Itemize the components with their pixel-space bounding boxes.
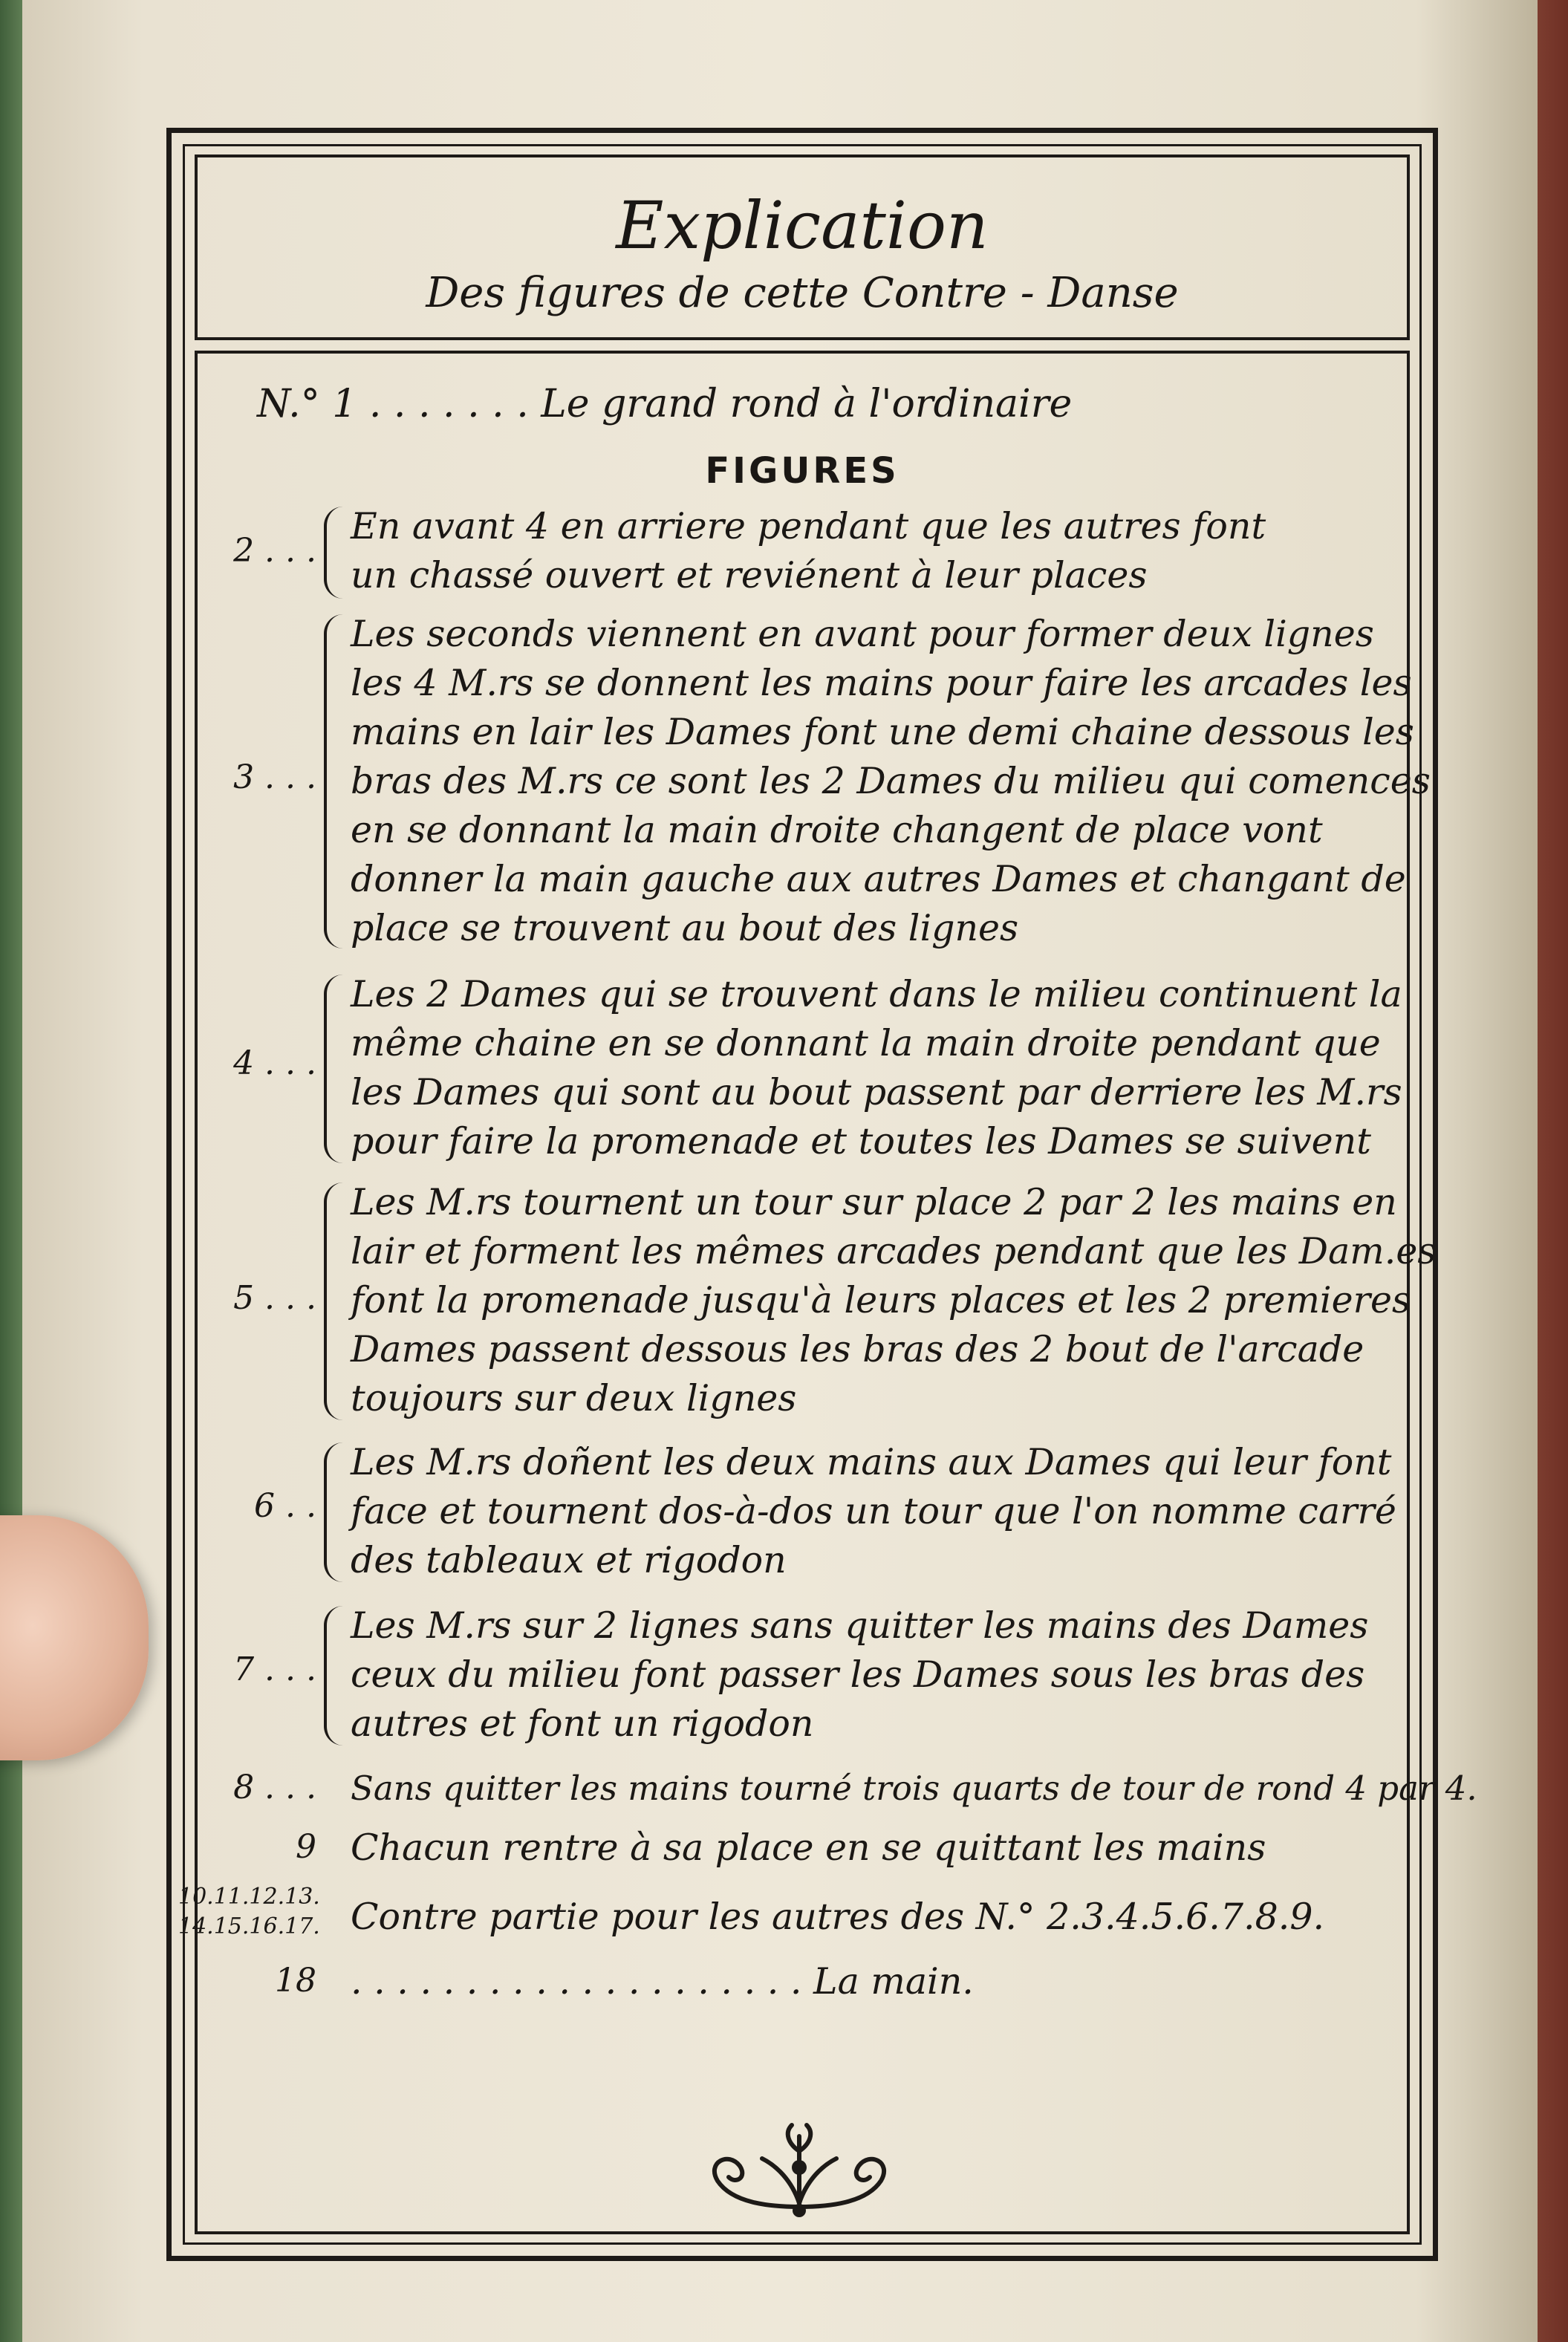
entry-18-number: 18 (275, 1962, 316, 2000)
brace-7 (324, 1606, 343, 1746)
entry-7-line: ceux du milieu font passer les Dames sous les bras des (351, 1653, 1365, 1696)
entry-2-number: 2 . . . (233, 532, 316, 570)
entry-3-line: Les seconds viennent en avant pour former deux lignes (351, 613, 1374, 655)
entry-4-line: les Dames qui sont au bout passent par derriere les M.rs (351, 1071, 1402, 1113)
entry-5-line: lair et forment les mêmes arcades pendant que les Dam.es (351, 1230, 1437, 1272)
entry-6-text (351, 1438, 1398, 1585)
entry-9-number: 9 (296, 1828, 316, 1866)
entry-2-line: un chassé ouvert et reviénent à leur places (351, 554, 1148, 596)
brace-6 (324, 1442, 343, 1582)
entry-6-line: face et tournent dos-à-dos un tour que l'on nomme carré (351, 1490, 1396, 1532)
entry-4-line: même chaine en se donnant la main droite pendant que (351, 1022, 1381, 1064)
entry-7-line: Les M.rs sur 2 lignes sans quitter les mains des Dames (351, 1604, 1369, 1647)
entry-3-line: donner la main gauche aux autres Dames et changant de (351, 858, 1406, 900)
ornament-bead (793, 2204, 806, 2217)
entry-7-text (351, 1601, 1398, 1749)
entry-2-text (351, 502, 1398, 600)
brace-5 (324, 1183, 343, 1420)
entry-10-13-number: 10.11.12.13. (178, 1884, 320, 1910)
brace-3 (324, 614, 343, 949)
entry-1 (257, 382, 1371, 426)
title-cartouche (195, 154, 1410, 340)
page-subtitle: Des figures de cette Contre - Danse (426, 269, 1179, 317)
entry-1-text: . . . . . . . Le grand rond à l'ordinaire (368, 382, 1073, 426)
entry-3-number: 3 . . . (233, 758, 316, 796)
entry-5-line: Les M.rs tournent un tour sur place 2 par 2 les mains en (351, 1181, 1397, 1223)
entry-3-text (351, 610, 1431, 953)
entry-5-line: font la promenade jusqu'à leurs places et les 2 premieres (351, 1279, 1411, 1321)
entry-3-line: bras des M.rs ce sont les 2 Dames du milieu qui comences (351, 760, 1431, 802)
entry-8-text: Sans quitter les mains tourné trois quarts de tour de rond 4 par 4. (351, 1769, 1477, 1808)
entry-2-line: En avant 4 en arriere pendant que les autres font (351, 505, 1266, 547)
entry-14-17-number: 14.15.16.17. (178, 1913, 320, 1939)
entry-6-line: des tableaux et rigodon (351, 1539, 787, 1581)
entry-4-line: Les 2 Dames qui se trouvent dans le milieu continuent la (351, 973, 1402, 1015)
entry-3-line: les 4 M.rs se donnent les mains pour faire les arcades les (351, 662, 1412, 704)
entry-5-text (351, 1178, 1437, 1423)
entry-1-number: N.° 1 (257, 382, 357, 426)
ornament-bead (792, 2160, 807, 2175)
entry-7-number: 7 . . . (233, 1650, 316, 1688)
entry-6-line: Les M.rs doñent les deux mains aux Dames qui leur font (351, 1441, 1392, 1483)
entry-5-number: 5 . . . (233, 1279, 316, 1317)
figures-panel (178, 351, 1477, 2234)
brace-4 (324, 975, 343, 1163)
entry-7-line: autres et font un rigodon (351, 1702, 814, 1745)
brace-2 (324, 507, 343, 599)
entry-5-line: Dames passent dessous les bras des 2 bout de l'arcade (351, 1328, 1364, 1370)
entry-5-line: toujours sur deux lignes (351, 1377, 797, 1419)
entry-4-line: pour faire la promenade et toutes les Dames se suivent (351, 1120, 1371, 1162)
entry-3-line: mains en lair les Dames font une demi chaine dessous les (351, 711, 1414, 753)
entry-3-line: place se trouvent au bout des lignes (351, 907, 1019, 949)
entry-8-number: 8 . . . (233, 1769, 316, 1806)
entry-4-text (351, 970, 1402, 1166)
entry-3-line: en se donnant la main droite changent de place vont (351, 809, 1323, 851)
entry-9-text: Chacun rentre à sa place en se quittant les mains (351, 1827, 1266, 1869)
entry-10-17-text: Contre partie pour les autres des N.° 2.3.4.5.6.7.8.9. (351, 1896, 1325, 1938)
page-title: Explication (616, 187, 989, 264)
entry-4-number: 4 . . . (233, 1044, 316, 1082)
entry-6-number: 6 . . (254, 1487, 316, 1525)
fleuron-ornament-icon (688, 2121, 911, 2218)
figures-heading: FIGURES (705, 450, 900, 492)
entry-18-text: . . . . . . . . . . . . . . . . . . . . La main. (351, 1960, 974, 2003)
